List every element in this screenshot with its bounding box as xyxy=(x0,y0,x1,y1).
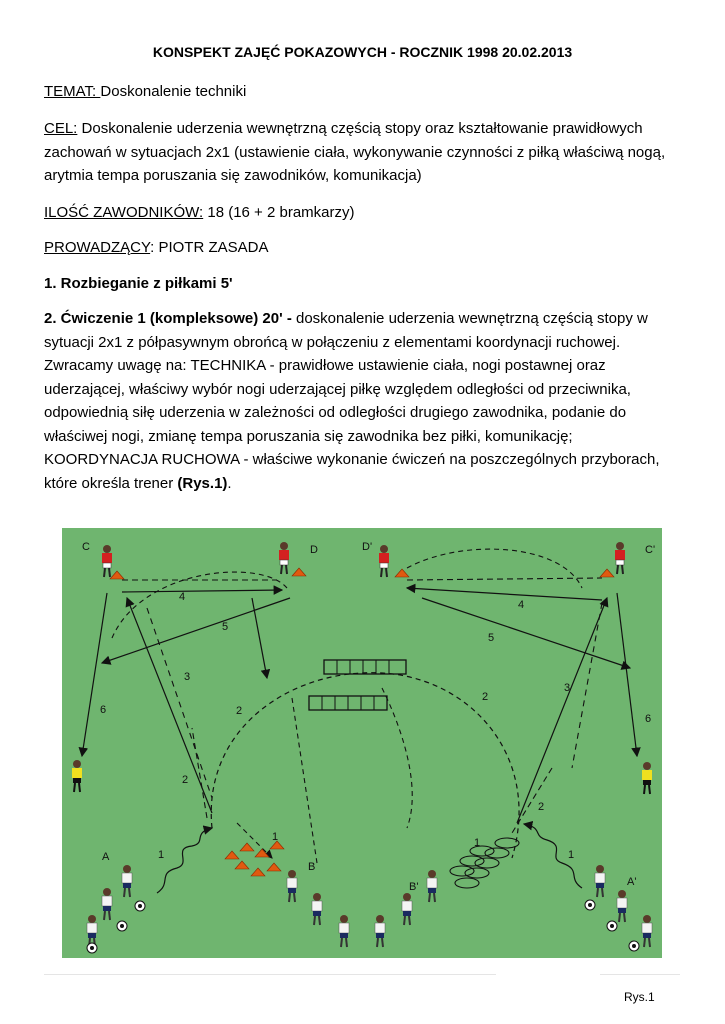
prowadzacy-label: PROWADZĄCY xyxy=(44,239,151,256)
exercise-diagram xyxy=(62,528,662,958)
label-a-prime: A' xyxy=(627,876,637,888)
ball-icon xyxy=(585,900,595,910)
field-background xyxy=(62,528,662,958)
cel-paragraph xyxy=(44,117,680,188)
cel-value: Doskonalenie uderzenia wewnętrzną częścią stopy oraz kształtowanie prawidłowych zachowań w sytuacjach 2x1 (ustawienie ciała, wykonywanie czynności z piłką właściwą nogą, arytmia tempa poruszania się zawodników, komunikacja) xyxy=(44,120,666,184)
ilosc-label: ILOŚĆ ZAWODNIKÓW: xyxy=(44,204,204,221)
label-number: 2 xyxy=(236,705,243,717)
ball-icon xyxy=(117,921,127,931)
temat-value: Doskonalenie techniki xyxy=(100,83,247,100)
label-number: 6 xyxy=(100,704,107,716)
label-number: 1 xyxy=(568,849,575,861)
figure-reference: (Rys.1) xyxy=(177,474,228,492)
label-c: C xyxy=(82,541,90,553)
section-2-body: doskonalenie uderzenia wewnętrzną częścią stopy w sytuacji 2x1 z półpasywnym obrońcą w połączeniu z elementami koordynacji ruchowej. Zwracamy uwagę na: TECHNIKA - prawidłowe ustawienie ciała, nogi postawnej oraz uderzającej, właściwy wybór nogi uderzającej piłkę względem odległości od przeciwnika, odpowiednią siłę uderzenia w zależności od odległości drugiego zawodnika, podanie do właściwej nogi, zmianę tempa poruszania się zawodnika bez piłki, komunikację; KOORDYNACJA RUCHOWA - właściwe wykonanie ćwiczeń na poszczególnych przyborach, które określa trener xyxy=(44,310,660,492)
label-number: 5 xyxy=(488,632,495,644)
label-b-prime: B' xyxy=(409,881,419,893)
ball-icon xyxy=(87,943,97,953)
ilosc-value: 18 (16 + 2 bramkarzy) xyxy=(207,204,355,221)
document-title: KONSPEKT ZAJĘĆ POKAZOWYCH - ROCZNIK 1998 20.02.2013 xyxy=(152,44,573,60)
section-2-paragraph: 2. Ćwiczenie 1 (kompleksowe) 20' - doskonalenie uderzenia wewnętrzną częścią stopy w sytuacji 2x1 z półpasywnym obrońcą w połączeniu z elementami koordynacji ruchowej. Zwracamy uwagę na: TECHNIKA - prawidłowe ustawienie ciała, nogi postawnej oraz uderzającej, właściwy wybór nogi uderzającej piłkę względem odległości od przeciwnika, odpowiednią siłę uderzenia w zależności od odległości drugiego zawodnika, podanie do właściwej nogi, zmianę tempa poruszania się zawodnika bez piłki, komunikację; KOORDYNACJA RUCHOWA - właściwe wykonanie ćwiczeń na poszczególnych przyborach, które określa trener (Rys.1). xyxy=(44,310,660,492)
figure-caption: Rys.1 xyxy=(624,990,655,1004)
label-d: D xyxy=(310,544,318,556)
temat-label: TEMAT: xyxy=(44,83,101,100)
label-number: 2 xyxy=(482,691,489,703)
label-d-prime: D' xyxy=(362,541,373,553)
footer-divider xyxy=(44,974,496,975)
prowadzacy-value: PIOTR ZASADA xyxy=(158,239,269,256)
label-number: 2 xyxy=(182,774,189,786)
label-b: B xyxy=(308,861,316,873)
ball-icon xyxy=(607,921,617,931)
label-number: 2 xyxy=(538,801,545,813)
prowadzacy-paragraph: PROWADZĄCY: PIOTR ZASADA xyxy=(44,239,269,256)
label-number: 1 xyxy=(272,831,279,843)
label-number: 3 xyxy=(564,682,571,694)
label-number: 1 xyxy=(158,849,165,861)
label-c-prime: C' xyxy=(645,544,656,556)
temat-paragraph xyxy=(44,80,680,104)
section-2-heading: 2. Ćwiczenie 1 (kompleksowe) 20' - xyxy=(44,310,292,327)
label-number: 1 xyxy=(474,837,481,849)
section-1-heading: 1. Rozbieganie z piłkami 5' xyxy=(44,275,233,292)
label-number: 3 xyxy=(184,671,191,683)
ilosc-paragraph xyxy=(44,201,680,225)
label-number: 5 xyxy=(222,621,229,633)
label-number: 4 xyxy=(518,599,525,611)
footer-divider xyxy=(600,974,680,975)
label-number: 4 xyxy=(179,591,186,603)
label-number: 6 xyxy=(645,713,652,725)
cel-label: CEL: xyxy=(44,120,78,137)
label-a: A xyxy=(102,851,110,863)
ball-icon xyxy=(629,941,639,951)
ball-icon xyxy=(135,901,145,911)
